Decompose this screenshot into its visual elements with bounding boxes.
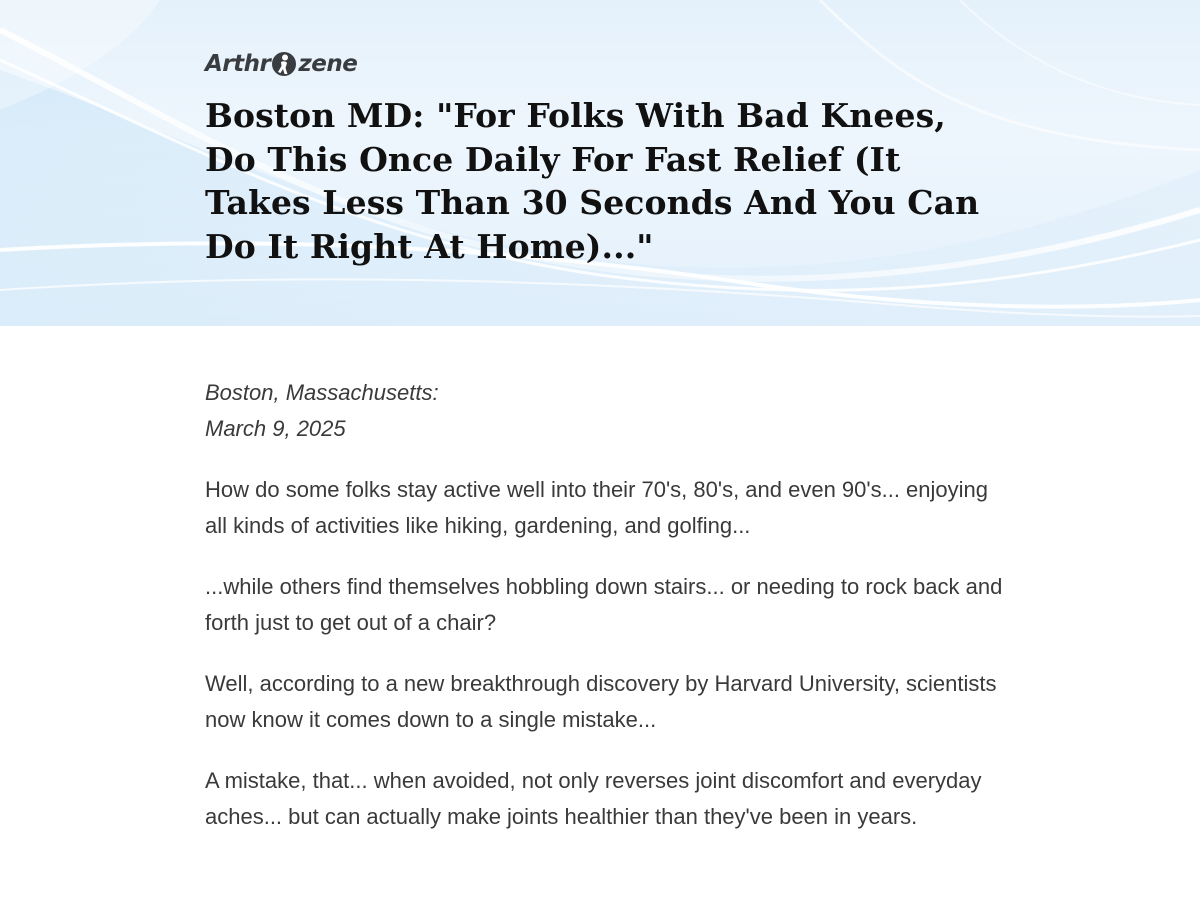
article-paragraph: How do some folks stay active well into their 70's, 80's, and even 90's... enjoying all kinds of activities like hiking, gardening, and golfing... xyxy=(205,477,989,538)
article-location: Boston, Massachusetts: xyxy=(205,380,439,405)
article-headline: Boston MD: "For Folks With Bad Knees, Do This Once Daily For Fast Relief (It Takes Less Than 30 Seconds And You Can Do It Right At Home)..." xyxy=(205,96,980,266)
article-body xyxy=(205,375,1005,835)
hero-banner xyxy=(0,0,1200,326)
article-paragraph: A mistake, that... when avoided, not only reverses joint discomfort and everyday aches... but can actually make joints healthier than they've been in years. xyxy=(205,768,982,829)
brand-logo[interactable] xyxy=(205,48,1005,80)
article-paragraph: ...while others find themselves hobbling down stairs... or needing to rock back and forth just to get out of a chair? xyxy=(205,574,1003,635)
article-paragraph: Well, according to a new breakthrough discovery by Harvard University, scientists now know it comes down to a single mistake... xyxy=(205,671,997,732)
article-date: March 9, 2025 xyxy=(205,416,346,441)
logo-text-suffix: zene xyxy=(298,51,358,77)
figure-in-circle-icon xyxy=(271,51,297,77)
logo-text-prefix: Arthr xyxy=(205,51,271,77)
hero-content xyxy=(205,48,1005,268)
